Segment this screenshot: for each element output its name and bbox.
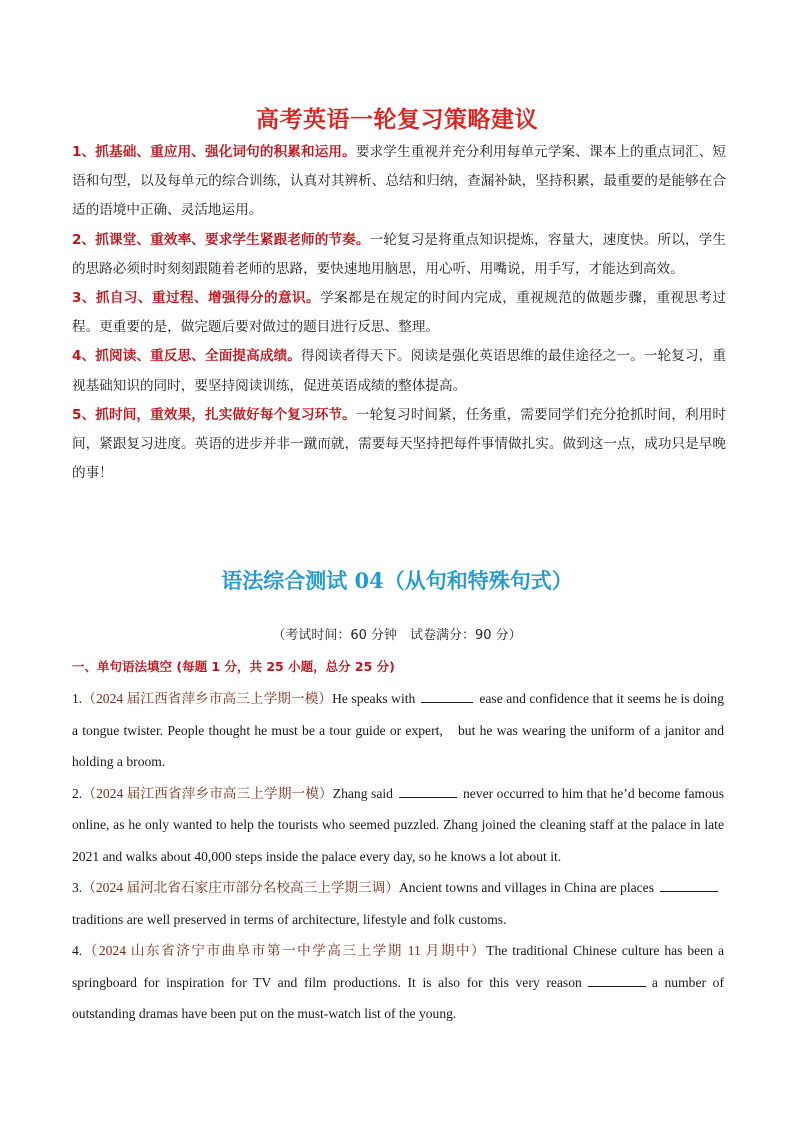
question-number: 1. [72, 691, 83, 706]
strategy-item-body: 一轮复习时间紧，任务重，需要同学们充分抢抓时间，利用时间，紧跟复习进度。英语的进步并非一蹴而就，需要每天坚持把每件事情做扎实。做到这一点，成功只是早晚的事！ [72, 406, 727, 482]
question-source: （2024 届江西省萍乡市高三上学期一模） [82, 691, 333, 706]
test-meta: （考试时间：60 分钟 试卷满分：90 分） [272, 628, 522, 643]
strategy-item [72, 401, 726, 489]
question-source: （2024 届河北省石家庄市部分名校高三上学期三调） [82, 880, 399, 895]
answer-blank[interactable] [588, 974, 646, 987]
question-text-after: a number of outstanding dramas have been put on the must-watch list of the young. [72, 974, 724, 1021]
question-number: 3. [72, 880, 83, 895]
question-number: 4. [72, 943, 83, 958]
strategy-item-body: 要求学生重视并充分利用每单元学案、课本上的重点词汇、短语和句型，以及每单元的综合训练，认真对其辨析、总结和归纳，查漏补缺，坚持积累，最重要的是能够在合适的语境中正确、灵活地运用。 [72, 144, 727, 219]
question-item [72, 683, 724, 778]
question-item [72, 872, 724, 935]
section-heading: 一、单句语法填空 (每题 1 分，共 25 小题，总分 25 分) [72, 659, 395, 674]
question-text-after: ease and confidence that it seems he is doing a tongue twister. People thought he must be a tour guide or expert, but he was wearing the uniform of a janitor and holding a broom. [72, 691, 724, 769]
question-text-after: never occurred to him that he’d become famous online, as he only wanted to help the tourists who seemed puzzled. Zhang joined the cleaning staff at the palace in late 2021 and walks about 40,000 steps inside the palace every day, so he knows a lot about it. [72, 785, 724, 864]
strategy-list [72, 138, 726, 488]
strategy-item [72, 138, 726, 226]
strategy-item [72, 284, 726, 342]
question-list [72, 683, 724, 1030]
strategy-item-lead: 1、抓基础、重应用、强化词句的积累和运用。 [72, 144, 356, 160]
question-text-before: The traditional Chinese culture has been a springboard for inspiration for TV and film productions. It is also for this very reason [72, 943, 724, 990]
strategy-title: 高考英语一轮复习策略建议 [256, 107, 538, 133]
strategy-item-lead: 2、抓课堂、重效率、要求学生紧跟老师的节奏。 [72, 231, 370, 248]
strategy-item-body: 学案都是在规定的时间内完成，重视规范的做题步骤，重视思考过程。更重要的是，做完题后要对做过的题目进行反思、整理。 [72, 290, 726, 336]
question-text-before: Ancient towns and villages in China are places [398, 880, 654, 895]
strategy-item-lead: 4、抓阅读、重反思、全面提高成绩。 [72, 348, 301, 365]
question-item [72, 935, 724, 1030]
strategy-item [72, 226, 726, 284]
question-item [72, 778, 724, 873]
question-text-before: He speaks with [332, 691, 416, 706]
strategy-item [72, 342, 726, 400]
answer-blank[interactable] [399, 785, 457, 798]
strategy-item-lead: 3、抓自习、重过程、增强得分的意识。 [72, 290, 321, 307]
test-title: 语法综合测试 04（从句和特殊句式） [221, 568, 573, 593]
strategy-item-lead: 5、抓时间，重效果，扎实做好每个复习环节。 [72, 406, 356, 423]
question-source: （2024 届江西省萍乡市高三上学期一模） [82, 785, 333, 801]
question-text-before: Zhang said [332, 785, 393, 801]
answer-blank[interactable] [660, 879, 718, 892]
question-number: 2. [72, 785, 83, 801]
question-text-after: traditions are well preserved in terms of architecture, lifestyle and folk customs. [72, 911, 507, 927]
strategy-item-body: 一轮复习是将重点知识提炼，容量大，速度快。所以，学生的思路必须时时刻刻跟随着老师的思路，要快速地用脑思，用心听、用嘴说，用手写，才能达到高效。 [72, 231, 726, 277]
question-source: （2024 山东省济宁市曲阜市第一中学高三上学期 11 月期中） [82, 943, 487, 958]
answer-blank[interactable] [421, 690, 473, 703]
strategy-item-body: 得阅读者得天下。阅读是强化英语思维的最佳途径之一。一轮复习，重视基础知识的同时，要坚持阅读训练，促进英语成绩的整体提高。 [72, 348, 726, 394]
